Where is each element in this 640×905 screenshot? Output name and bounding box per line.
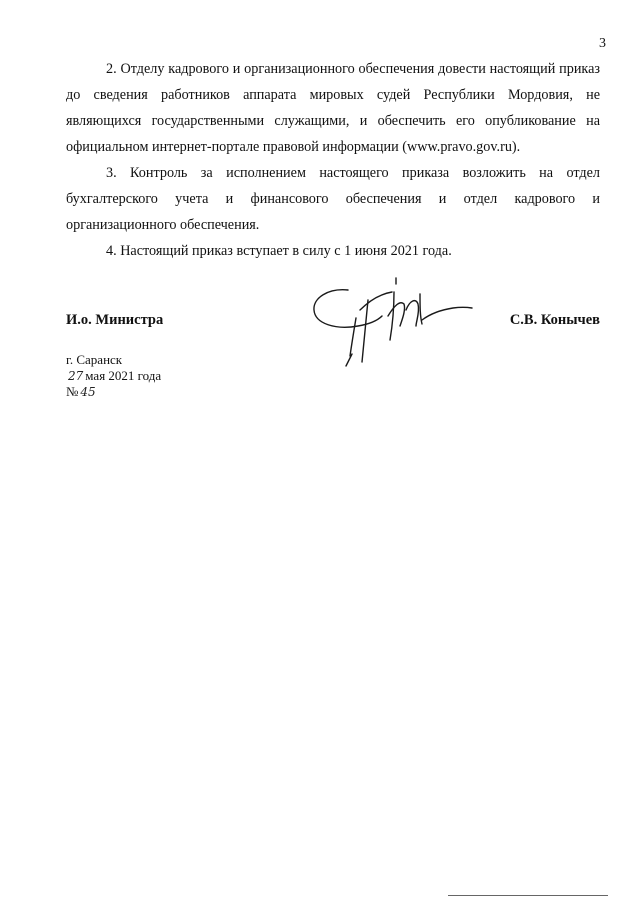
paragraph-4: 4. Настоящий приказ вступает в силу с 1 июня 2021 года.	[106, 243, 452, 259]
handwritten-signature	[308, 270, 478, 370]
signer-position: И.о. Министра	[66, 312, 164, 328]
number-label: №	[66, 384, 79, 399]
document-number	[66, 384, 161, 400]
paragraph-2: 2. Отделу кадрового и организационного обеспечения довести настоящий приказ до сведения работников аппарата мировых судей Республики Мордовия, не являющихся государственными служащими, и обеспечить его опубликование на официальном интернет-портале правовой информации (www.pravo.gov.ru).	[66, 61, 600, 155]
footer-divider	[448, 895, 608, 897]
document-meta	[66, 352, 161, 400]
signer-name: С.В. Конычев	[509, 312, 600, 328]
document-body	[66, 56, 600, 264]
city: г. Саранск	[66, 352, 123, 367]
document-date	[66, 368, 161, 384]
page-number: 3	[599, 36, 606, 51]
number-handwritten: 45	[80, 385, 96, 399]
paragraph-3: 3. Контроль за исполнением настоящего приказа возложить на отдел бухгалтерского учета и финансового обеспечения и отдел кадрового и организационного обеспечения.	[66, 165, 600, 233]
date-day-handwritten: 27	[68, 369, 84, 383]
date-rest: мая 2021 года	[85, 368, 162, 383]
